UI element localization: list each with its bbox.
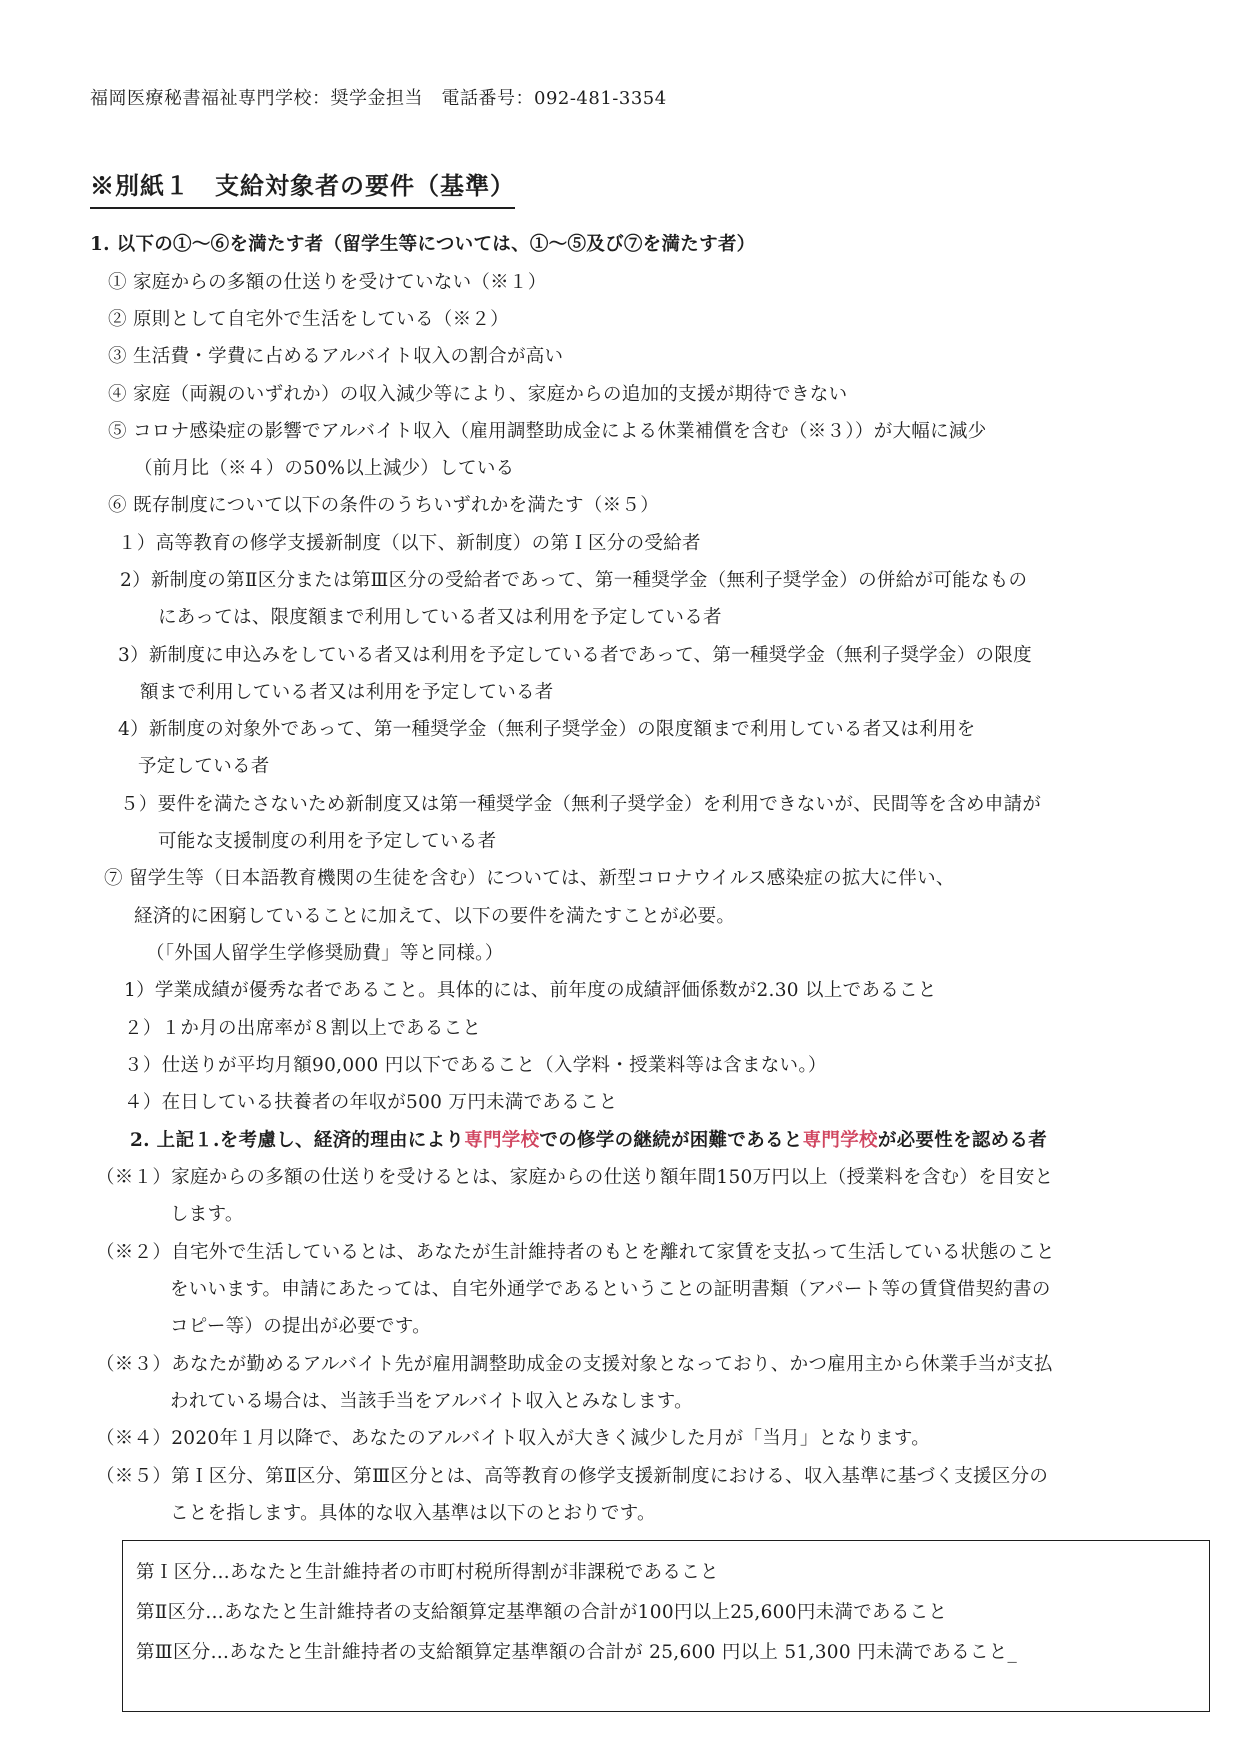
criterion-3: ③ 生活費・学費に占めるアルバイト収入の割合が高い	[108, 346, 564, 367]
criterion-6-5: ５）要件を満たさないため新制度又は第一種奨学金（無利子奨学金）を利用できないが、民間等を含め申請が	[120, 794, 1042, 815]
criterion-7-3: ３）仕送りが平均月額90,000 円以下であること（入学料・授業料等は含まない。）	[124, 1055, 827, 1076]
criterion-7-4: ４）在日している扶養者の年収が500 万円未満であること	[124, 1092, 618, 1113]
criterion-6-3: 3）新制度に申込みをしている者又は利用を予定している者であって、第一種奨学金（無利子奨学金）の限度	[118, 645, 1032, 666]
criterion-6-4-cont: 予定している者	[138, 756, 270, 777]
criterion-6-2: 2）新制度の第Ⅱ区分または第Ⅲ区分の受給者であって、第一種奨学金（無利子奨学金）の併給が可能なもの	[120, 570, 1028, 591]
criterion-4: ④ 家庭（両親のいずれか）の収入減少等により、家庭からの追加的支援が期待できない	[108, 384, 848, 405]
income-tier-1: 第Ｉ区分…あなたと生計維持者の市町村税所得割が非課税であること	[136, 1562, 719, 1583]
criterion-7-cont: 経済的に困窮していることに加えて、以下の要件を満たすことが必要。	[134, 906, 736, 927]
income-tier-3: 第Ⅲ区分…あなたと生計維持者の支給額算定基準額の合計が 25,600 円以上 51,300 円未満であること_	[136, 1642, 1018, 1663]
note-1-cont: します。	[170, 1204, 244, 1225]
income-tier-2: 第Ⅱ区分…あなたと生計維持者の支給額算定基準額の合計が100円以上25,600円未満であること	[136, 1602, 948, 1623]
note-5: （※５）第Ｉ区分、第Ⅱ区分、第Ⅲ区分とは、高等教育の修学支援新制度における、収入基準に基づく支援区分の	[96, 1466, 1049, 1487]
note-2-cont-2: コピー等）の提出が必要です。	[170, 1316, 431, 1337]
note-4: （※４）2020年１月以降で、あなたのアルバイト収入が大きく減少した月が「当月」となります。	[96, 1428, 930, 1449]
criterion-5: ⑤ コロナ感染症の影響でアルバイト収入（雇用調整助成金による休業補償を含む（※３））が大幅に減少	[108, 421, 987, 442]
criterion-7-1: 1）学業成績が優秀な者であること。具体的には、前年度の成績評価係数が2.30 以上であること	[124, 980, 937, 1001]
criterion-7-note: （「外国人留学生学修奨励費」等と同様。）	[146, 943, 504, 964]
criterion-7-2: ２）１か月の出席率が８割以上であること	[124, 1018, 482, 1039]
criterion-2: ② 原則として自宅外で生活をしている（※２）	[108, 309, 509, 330]
note-3: （※３）あなたが勤めるアルバイト先が雇用調整助成金の支援対象となっており、かつ雇用主から休業手当が支払	[96, 1354, 1053, 1375]
criterion-6-2-cont: にあっては、限度額まで利用している者又は利用を予定している者	[158, 607, 722, 628]
page-title: ※別紙１ 支給対象者の要件（基準）	[90, 166, 515, 209]
criterion-6-4: 4）新制度の対象外であって、第一種奨学金（無利子奨学金）の限度額まで利用している者又は利用を	[118, 719, 976, 740]
criterion-5-cont: （前月比（※４）の50%以上減少）している	[134, 458, 515, 479]
note-5-cont: ことを指します。具体的な収入基準は以下のとおりです。	[170, 1503, 656, 1524]
section1-heading: 1. 以下の①～⑥を満たす者（留学生等については、①～⑤及び⑦を満たす者）	[90, 234, 756, 255]
note-2-cont: をいいます。申請にあたっては、自宅外通学であるということの証明書類（アパート等の賃貸借契約書の	[170, 1279, 1051, 1300]
criterion-6-1: １）高等教育の修学支援新制度（以下、新制度）の第Ｉ区分の受給者	[118, 533, 701, 554]
section2-text-3: が必要性を認める者	[877, 1130, 1048, 1151]
criterion-7: ⑦ 留学生等（日本語教育機関の生徒を含む）については、新型コロナウイルス感染症の拡大に伴い、	[104, 868, 955, 889]
note-1: （※１）家庭からの多額の仕送りを受けるとは、家庭からの仕送り額年間150万円以上（授業料を含む）を目安と	[96, 1167, 1054, 1188]
section2-heading	[130, 1126, 1047, 1152]
section2-text-1: 2. 上記１.を考慮し、経済的理由により	[130, 1130, 465, 1151]
section2-highlight-2: 専門学校	[802, 1130, 878, 1151]
section2-highlight-1: 専門学校	[464, 1130, 540, 1151]
criterion-1: ① 家庭からの多額の仕送りを受けていない（※１）	[108, 272, 547, 293]
criterion-6-3-cont: 額まで利用している者又は利用を予定している者	[140, 682, 554, 703]
note-2: （※２）自宅外で生活しているとは、あなたが生計維持者のもとを離れて家賃を支払って生活している状態のこと	[96, 1242, 1055, 1263]
criterion-6: ⑥ 既存制度について以下の条件のうちいずれかを満たす（※５）	[108, 495, 660, 516]
header-contact: 福岡医療秘書福祉専門学校：奨学金担当 電話番号：092-481-3354	[90, 88, 667, 109]
note-3-cont: われている場合は、当該手当をアルバイト収入とみなします。	[170, 1391, 693, 1412]
section2-text-2: での修学の継続が困難であると	[539, 1130, 803, 1151]
criterion-6-5-cont: 可能な支援制度の利用を予定している者	[158, 831, 497, 852]
